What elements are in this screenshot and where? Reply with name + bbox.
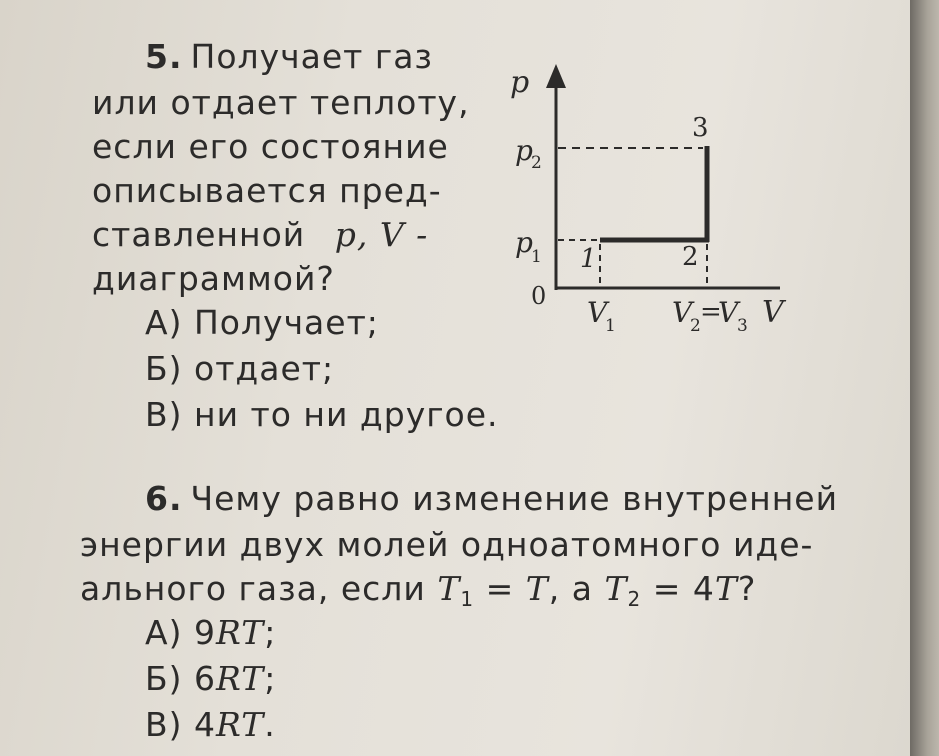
- t-symbol: T: [525, 569, 549, 608]
- problem6-option-a: [145, 613, 277, 652]
- option-c-suffix: .: [264, 705, 276, 744]
- option-b-prefix: Б) 6: [145, 659, 216, 698]
- problem5-line-3: если его состояние: [92, 127, 449, 166]
- equals-1: =: [474, 569, 526, 608]
- pv-label: p, V -: [334, 215, 429, 254]
- p2-sub: 2: [531, 153, 542, 173]
- v2-label: V: [672, 296, 693, 329]
- problem6-line-3: [80, 569, 757, 611]
- origin-label: 0: [531, 282, 547, 310]
- option-c-formula: RT: [216, 705, 265, 744]
- point-2-label: 2: [682, 242, 699, 272]
- problem6-text-3: ального газа, если: [80, 569, 426, 608]
- v3-label: V: [718, 296, 739, 329]
- equals-2: = 4: [641, 569, 715, 608]
- problem6-text-1: Чему равно изменение внутренней: [190, 479, 839, 518]
- problem5-option-c: В) ни то ни другое.: [145, 395, 499, 434]
- problem5-number: 5.: [145, 37, 183, 76]
- option-a-prefix: А) 9: [145, 613, 216, 652]
- point-3-label: 3: [692, 113, 709, 143]
- t2-sub: 2: [627, 587, 642, 611]
- problem5-text-5: ставленной: [92, 215, 306, 254]
- p1-sub: 1: [531, 247, 542, 267]
- t1-sub: 1: [460, 587, 475, 611]
- t2-symbol: T: [604, 569, 628, 608]
- point-1-label: 1: [580, 244, 597, 274]
- t1-symbol: T: [437, 569, 461, 608]
- problem6-number: 6.: [145, 479, 183, 518]
- option-c-prefix: В) 4: [145, 705, 216, 744]
- page-edge-shadow: [910, 0, 939, 756]
- problem5-option-b: Б) отдает;: [145, 349, 335, 388]
- option-b-suffix: ;: [264, 659, 277, 698]
- option-b-formula: RT: [216, 659, 265, 698]
- conjunction-a: , а: [548, 569, 605, 608]
- problem5-line-4: описывается пред-: [92, 171, 442, 210]
- p1-label: p: [515, 226, 533, 259]
- problem5-line-6: диаграммой?: [92, 259, 335, 298]
- v1-sub: 1: [605, 316, 616, 336]
- t-end-symbol: T: [714, 569, 738, 608]
- problem5-line-2: или отдает теплоту,: [92, 83, 470, 122]
- v-equals: =: [700, 297, 722, 327]
- v1-label: V: [587, 296, 608, 329]
- problem6-option-c: [145, 705, 276, 744]
- problem5-text-1: Получает газ: [190, 37, 433, 76]
- p2-label: p: [515, 134, 533, 167]
- v3-sub: 3: [737, 316, 748, 336]
- problem6-option-b: [145, 659, 277, 698]
- problem5-option-a: А) Получает;: [145, 303, 379, 342]
- problem6-line-2: энергии двух молей одноатомного иде-: [80, 525, 814, 564]
- question-mark: ?: [737, 569, 757, 608]
- problem6-line-1: [145, 479, 839, 518]
- v2-sub: 2: [690, 316, 701, 336]
- p-axis-label: p: [510, 65, 530, 100]
- v-axis-label: V: [762, 295, 784, 330]
- p-axis-arrow: [546, 64, 566, 88]
- option-a-suffix: ;: [264, 613, 277, 652]
- option-a-formula: RT: [215, 613, 265, 652]
